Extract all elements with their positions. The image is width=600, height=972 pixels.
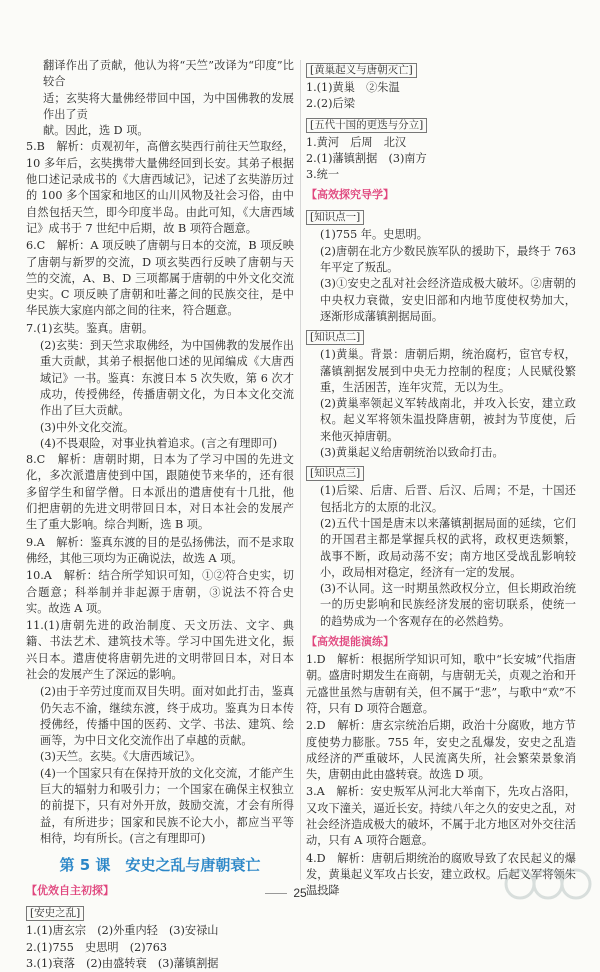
section-tag-practice: 【高效提能演练】	[306, 635, 394, 649]
self-answer-2: 2.(1)755 史思明 (2)763	[26, 940, 168, 954]
intro-line-2: 适；玄奘将大量佛经带回中国，为中国佛教的发展作出了贡	[43, 91, 294, 121]
kp3-answer-3: (3)不认同。这一时期虽然政权分立，但长期政治统一的历史影响和民族经济发展的密切联系，使统一的趋势成为一个客观存在的必然趋势。	[320, 582, 576, 628]
column-divider	[300, 60, 301, 880]
kp2-answer-2: (2)黄巢率领起义军转战南北，并攻入长安，建立政权。起义军将领朱温投降唐朝，被封为节度使，后来他灭掉唐朝。	[320, 397, 576, 443]
answer-11-2: (2)由于辛劳过度而双目失明。面对如此打击，鉴真仍矢志不渝，继续东渡，终于成功。鉴真为日本传授佛经，传播中国的医药、文学、书法、建筑、绘画等，为中日文化交流作出了卓越的贡献。	[40, 685, 294, 748]
practice-answer-1: 1.D 解析：根据所学知识可知，歌中“长安城”代指唐朝。盛唐时期发生在商朝，与唐朝无关，贞观之治和开元盛世虽然与唐朝有关，但不属于“悲”，与歌中“欢”不符，只有 D 项符合题意。	[306, 653, 576, 715]
kp2-answer-1: (1)黄巢。背景：唐朝后期，统治腐朽，宦官专权，藩镇割据发展到中央无力控制的程度；人民赋役繁重，生活困苦，连年灾荒，无以为生。	[320, 348, 576, 394]
kp3-answer-2: (2)五代十国是唐末以来藩镇割据局面的延续，它们的开国君主都是掌握兵权的武将，政权更迭频繁，战事不断，政局动荡不安；南方地区受战乱影响较小，政局相对稳定，经济有一定的发展。	[320, 516, 576, 579]
answer-9: 9.A 解析：鉴真东渡的目的是弘扬佛法，而不是求取佛经，其他三项均为正确说法，故选 A 项。	[26, 535, 294, 565]
left-column	[26, 58, 294, 972]
answer-11-1: 11.(1)唐朝先进的政治制度、天文历法、文字、典籍、书法艺术、建筑技术等。学习中国先进文化，振兴日本。遣唐使将唐朝先进的文明带回日本，对日本社会的发展产生了深远的影响。	[26, 619, 294, 681]
box-label-kp2: [知识点二]	[306, 330, 364, 345]
answer-5: 5.B 解析：贞观初年，高僧玄奘西行前往天竺取经，10 多年后，玄奘携带大量佛经回到长安。其弟子根据他口述记录成书的《大唐西域记》，记述了玄奘游历过的 100 多个国家和地区的山川风物及社会习俗，由中自然包括天竺，即今印度半岛。由此可知，《大唐西域记》成书于 7 世纪中后期，故 B 项符合题意。	[26, 140, 294, 235]
self-answer-1: 1.(1)唐玄宗 (2)外重内轻 (3)安禄山	[26, 924, 219, 938]
practice-answer-3: 3.A 解析：安史叛军从河北大举南下，先攻占洛阳，又攻下潼关，逼近长安。持续八年之久的安史之乱，对社会经济造成极大的破坏，不属于北方地区对外交往活动，只有 A 项符合题意。	[306, 785, 576, 848]
self-answer-3: 3.(1)衰落 (2)由盛转衰 (3)藩镇割据	[26, 956, 219, 970]
box-label-wudai: [五代十国的更迭与分立]	[306, 118, 427, 133]
answer-7-3: (3)中外文化交流。	[40, 420, 135, 434]
kp1-answer-1: (1)755 年。史思明。	[320, 228, 428, 242]
kp1-answer-2: (2)唐朝在北方少数民族军队的援助下，最终于 763 年平定了叛乱。	[320, 244, 576, 275]
lesson-title: 第 5 课 安史之乱与唐朝衰亡	[59, 856, 261, 875]
box-label-huangchao: [黄巢起义与唐朝灭亡]	[306, 63, 417, 78]
watermark-logo-icon	[502, 862, 594, 906]
practice-answer-2: 2.D 解析：唐玄宗统治后期，政治十分腐败，地方节度使势力膨胀。755 年，安史之乱爆发，安史之乱造成经济的严重破坏，人民流离失所，社会繁荣景象消失，唐朝由此由盛转衰。故选 D 项。	[306, 719, 576, 782]
practice-answer-4: 4.D 解析：唐朝后期统治的腐败导致了农民起义的爆发，黄巢起义军攻占长安，建立政权。后起义军将领朱温投降	[306, 851, 576, 898]
intro-line-3: 献。因此，选 D 项。	[43, 124, 149, 138]
answer-8: 8.C 解析：唐朝时期，日本为了学习中国的先进文化，多次派遣唐使到中国，跟随使节来华的，还有很多留学生和留学僧。日本派出的遣唐使有十几批，他们把唐朝的先进文明带回日本，对日本社会的发展产生了重大影响。综合判断，选 B 项。	[26, 453, 294, 532]
kp2-answer-3: (3)黄巢起义给唐朝统治以致命打击。	[320, 446, 504, 460]
kp1-answer-3: (3)①安史之乱对社会经济造成极大破坏。②唐朝的中央权力衰微，安史旧部和内地节度使权势加大，逐渐形成藩镇割据局面。	[320, 277, 576, 323]
answer-7-4: (4)不畏艰险，对事业执着追求。(言之有理即可)	[40, 436, 278, 450]
answer-11-4: (4)一个国家只有在保持开放的文化交流，才能产生巨大的辐射力和吸引力；一个国家在确保主权独立的前提下，只有对外开放，鼓励交流，才会有所得益，有所进步；国家和民族不论大小，都应当平等相待，均有所长。(言之有理即可)	[40, 766, 294, 845]
box-label-kp1: [知识点一]	[306, 210, 364, 225]
page-number: 25	[0, 886, 600, 900]
intro-line-1: 翻译作出了贡献，他认为将“天竺”改译为“印度”比较合	[43, 59, 294, 89]
kp3-answer-1: (1)后梁、后唐、后晋、后汉、后周；不是，十国还包括北方的太原的北汉。	[320, 484, 576, 514]
answer-7-2: (2)玄奘：到天竺求取佛经，为中国佛教的发展作出重大贡献，其弟子根据他口述的见闻编成《大唐西域记》一书。鉴真：东渡日本 5 次失败，第 6 次才成功，传授佛经，传播唐朝文化，为日本文化交流作出了巨大贡献。	[40, 339, 294, 418]
box-label-anshi: [安史之乱]	[26, 906, 84, 921]
section-tag-explore: 【高效探究导学】	[306, 188, 394, 202]
answer-10: 10.A 解析：结合所学知识可知，①②符合史实，切合题意；科举制并非起源于唐朝，③说法不符合史实。故选 A 项。	[26, 569, 294, 615]
answer-11-3: (3)天竺。玄奘。《大唐西域记》。	[40, 750, 202, 764]
right-answer-3: 1.黄河 后周 北汉	[306, 135, 407, 149]
section-tag-self-study: 【优效自主初探】	[26, 884, 114, 898]
right-answer-4: 2.(1)藩镇割据 (3)南方	[306, 151, 427, 165]
right-answer-1: 1.(1)黄巢 ②朱温	[306, 81, 400, 94]
answer-7-1: 7.(1)玄奘。鉴真。唐朝。	[26, 321, 154, 335]
right-column	[306, 58, 576, 900]
right-answer-5: 3.统一	[306, 168, 340, 182]
right-answer-2: 2.(2)后梁	[306, 97, 355, 111]
answer-6: 6.C 解析：A 项反映了唐朝与日本的交流，B 项反映了唐朝与新罗的交流，D 项玄奘西行反映了唐朝与天竺的交流，A、B、D 三项都属于唐朝的中外文化交流史实。C 项反映了唐朝和吐蕃之间的民族交往，是中华民族大家庭内部之间的往来，符合题意。	[26, 239, 294, 318]
box-label-kp3: [知识点三]	[306, 466, 364, 481]
